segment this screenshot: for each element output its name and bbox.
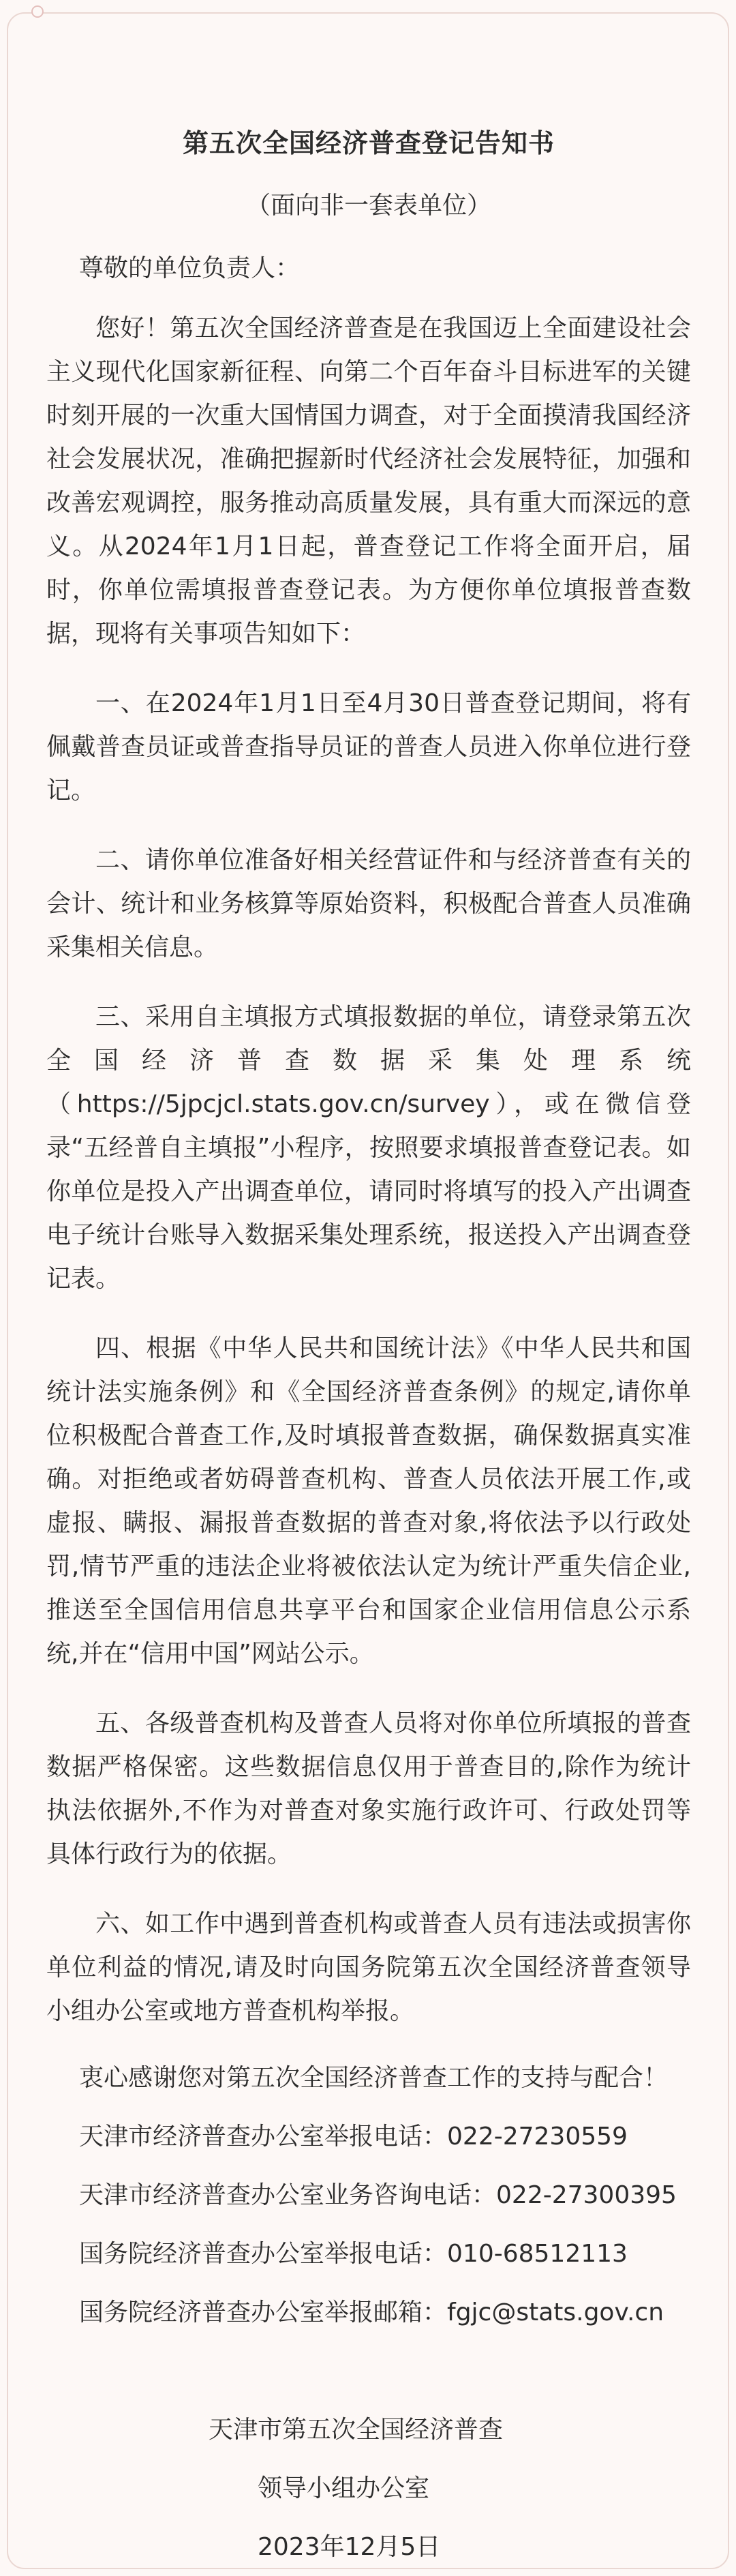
contact-label: 国务院经济普查办公室举报邮箱： xyxy=(79,2298,448,2326)
contact-label: 天津市经济普查办公室举报电话： xyxy=(79,2123,448,2151)
notice-subtitle: （面向非一套表单位） xyxy=(245,192,491,220)
thanks-line: 衷心感谢您对第五次全国经济普查工作的支持与配合！ xyxy=(79,2064,669,2092)
contact-tianjin-report-phone xyxy=(79,2119,691,2155)
signature-date: 2023年12月5日 xyxy=(258,2533,441,2561)
signature-org-line2: 领导小组办公室 xyxy=(258,2474,430,2502)
paragraph-item-3: 三、采用自主填报方式填报数据的单位，请登录第五次全国经济普查数据采集处理系统（https://5jpcjcl.stats.gov.cn/survey），或在微信登录“五经普自主填报”小程序，按照要求填报普查登记表。如你单位是投入产出调查单位，请同时将填写的投入产出调查电子统计台账导入数据采集处理系统，报送投入产出调查登记表。 xyxy=(46,1003,691,1293)
contact-tianjin-inquiry-phone xyxy=(79,2178,691,2213)
paragraph-intro: 您好！第五次全国经济普查是在我国迈上全面建设社会主义现代化国家新征程、向第二个百年奋斗目标进军的关键时刻开展的一次重大国情国力调查，对于全面摸清我国经济社会发展状况，准确把握新时代经济社会发展特征，加强和改善宏观调控，服务推动高质量发展，具有重大而深远的意义。从2024年1月1日起，普查登记工作将全面开启，届时，你单位需填报普查登记表。为方便你单位填报普查数据，现将有关事项告知如下： xyxy=(46,314,691,648)
contact-state-council-report-email xyxy=(79,2295,691,2331)
contact-value: fgjc@stats.gov.cn xyxy=(447,2298,664,2326)
signature-block xyxy=(162,2412,691,2565)
contact-label: 天津市经济普查办公室业务咨询电话： xyxy=(79,2181,497,2209)
paragraph-item-4: 四、根据《中华人民共和国统计法》《中华人民共和国统计法实施条例》和《全国经济普查条例》的规定,请你单位积极配合普查工作,及时填报普查数据，确保数据真实准确。对拒绝或者妨碍普查机构、普查人员依法开展工作,或虚报、瞒报、漏报普查数据的普查对象,将依法予以行政处罚,情节严重的违法企业将被依法认定为统计严重失信企业,推送至全国信用信息共享平台和国家企业信用信息公示系统,并在“信用中国”网站公示。 xyxy=(46,1334,691,1668)
paragraph-item-2: 二、请你单位准备好相关经营证件和与经济普查有关的会计、统计和业务核算等原始资料，积极配合普查人员准确采集相关信息。 xyxy=(46,846,691,961)
signature-org-line1: 天津市第五次全国经济普查 xyxy=(209,2416,504,2444)
paragraph-item-6: 六、如工作中遇到普查机构或普查人员有违法或损害你单位利益的情况,请及时向国务院第五次全国经济普查领导小组办公室或地方普查机构举报。 xyxy=(46,1910,691,2025)
contact-label: 国务院经济普查办公室举报电话： xyxy=(79,2240,448,2268)
contact-value: 022-27300395 xyxy=(496,2181,677,2209)
paragraph-item-5: 五、各级普查机构及普查人员将对你单位所填报的普查数据严格保密。这些数据信息仅用于普查目的,除作为统计执法依据外,不作为对普查对象实施行政许可、行政处罚等具体行政行为的依据。 xyxy=(46,1709,691,1868)
contact-state-council-report-phone xyxy=(79,2236,691,2272)
contact-value: 010-68512113 xyxy=(447,2240,628,2268)
salutation: 尊敬的单位负责人： xyxy=(79,254,301,282)
paragraph-item-1: 一、在2024年1月1日至4月30日普查登记期间，将有佩戴普查员证或普查指导员证的普查人员进入你单位进行登记。 xyxy=(46,689,691,805)
notice-title: 第五次全国经济普查登记告知书 xyxy=(182,128,555,158)
contact-value: 022-27230559 xyxy=(447,2123,628,2151)
